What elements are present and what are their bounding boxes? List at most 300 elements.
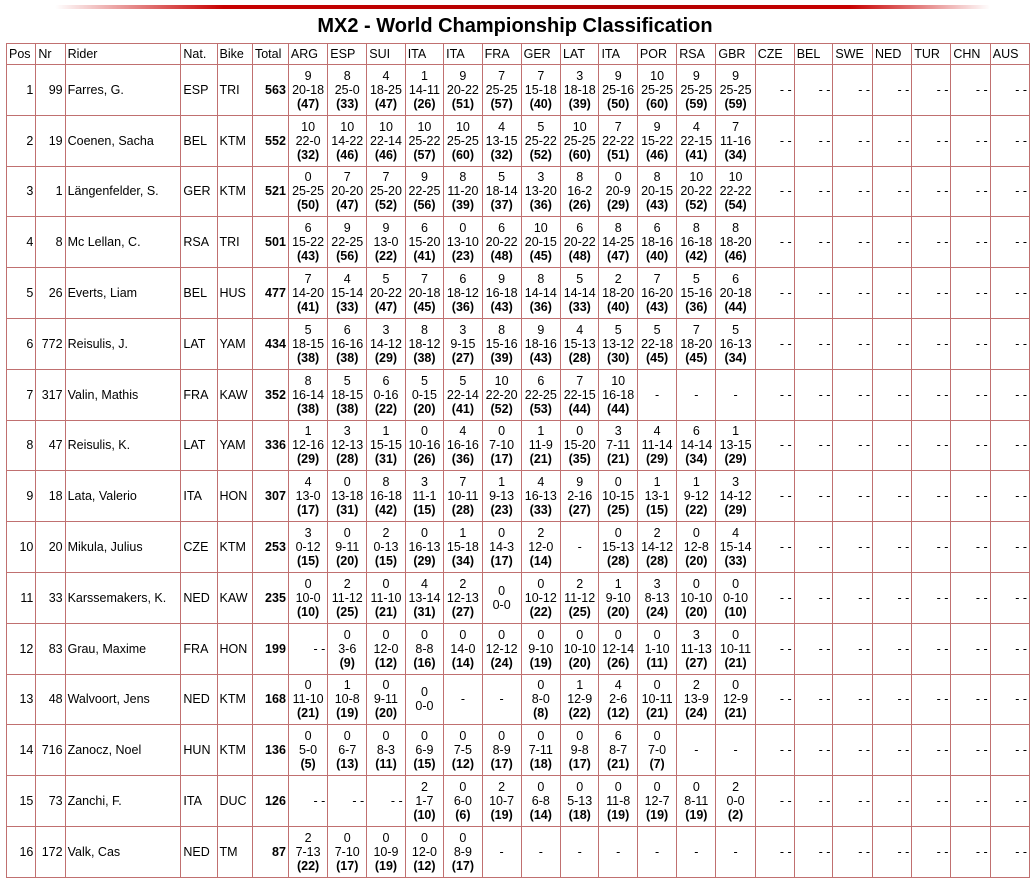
rider-name[interactable]: Reisulis, K. (65, 420, 181, 471)
heat-scores: 18-20 (719, 235, 752, 250)
rider-name[interactable]: Grau, Maxime (65, 623, 181, 674)
race-result-empty: - - (833, 420, 873, 471)
heat-scores: 25-16 (602, 82, 635, 97)
col-header-race[interactable]: TUR (912, 44, 951, 65)
gp-bonus: 0 (304, 170, 312, 185)
rider-nationality: FRA (181, 623, 217, 674)
gp-points: (44) (724, 300, 747, 315)
col-header-race[interactable]: SUI (367, 44, 405, 65)
gp-bonus: 0 (498, 729, 506, 744)
gp-points: (19) (607, 808, 630, 823)
col-header-race[interactable]: NED (873, 44, 912, 65)
col-header-rider[interactable]: Rider (65, 44, 181, 65)
heat-scores: 13-9 (683, 692, 709, 707)
race-result-empty: - - (951, 623, 990, 674)
gp-bonus: 3 (304, 526, 312, 541)
race-result-cell (560, 420, 598, 471)
rider-number: 317 (36, 369, 65, 420)
heat-scores: 18-14 (485, 184, 518, 199)
gp-points: (19) (336, 706, 359, 721)
gp-points: (10) (413, 808, 436, 823)
rider-nationality: RSA (181, 217, 217, 268)
col-header-race[interactable]: ITA (599, 44, 637, 65)
race-result-cell (716, 522, 755, 573)
gp-bonus: 0 (498, 627, 506, 642)
rider-nationality: NED (181, 674, 217, 725)
race-result-cell (482, 115, 521, 166)
heat-scores: 13-1 (644, 489, 670, 504)
heat-scores: 16-13 (524, 489, 557, 504)
heat-scores: 9-12 (683, 489, 709, 504)
col-header-nat[interactable]: Nat. (181, 44, 217, 65)
rider-nationality: GER (181, 166, 217, 217)
race-result-empty: - - (951, 572, 990, 623)
gp-bonus: 10 (379, 119, 393, 134)
gp-points: (18) (568, 808, 591, 823)
race-result-cell (328, 65, 367, 116)
heat-scores: 14-25 (602, 235, 635, 250)
gp-points: (26) (413, 96, 436, 111)
gp-points: (20) (374, 706, 398, 721)
race-result-empty: - - (951, 776, 990, 827)
gp-bonus: 8 (459, 170, 467, 185)
race-result-empty: - - (288, 623, 327, 674)
race-result-cell (560, 217, 598, 268)
heat-scores: 10-7 (489, 794, 515, 809)
heat-scores: 0-0 (726, 794, 745, 809)
race-result-empty: - - (951, 522, 990, 573)
heat-scores: 15-18 (524, 82, 557, 97)
gp-bonus: 0 (498, 526, 506, 541)
gp-points: (28) (568, 350, 591, 365)
race-result-empty: - - (990, 776, 1029, 827)
gp-bonus: 1 (459, 526, 467, 541)
col-header-race[interactable]: POR (637, 44, 676, 65)
race-result-empty: - - (951, 268, 990, 319)
heat-scores: 12-0 (373, 641, 399, 656)
rider-bike: KAW (217, 369, 252, 420)
rider-nationality: ESP (181, 65, 217, 116)
race-result-empty: - - (951, 115, 990, 166)
gp-bonus: 10 (494, 373, 509, 388)
gp-points: (34) (724, 147, 747, 162)
race-result-cell (716, 572, 755, 623)
rider-name[interactable]: Karssemakers, K. (65, 572, 181, 623)
race-result-cell (560, 369, 598, 420)
gp-points: (30) (607, 350, 630, 365)
gp-points: (46) (724, 249, 747, 264)
heat-scores: 10-15 (602, 489, 635, 504)
heat-scores: 8-3 (376, 743, 395, 758)
gp-points: (50) (296, 198, 320, 213)
race-result-cell (716, 420, 755, 471)
col-header-race[interactable]: ITA (405, 44, 443, 65)
race-result-cell (716, 674, 755, 725)
table-row (7, 369, 1030, 420)
gp-points: (51) (607, 147, 630, 162)
col-header-pos[interactable]: Pos (7, 44, 36, 65)
gp-bonus: 7 (653, 272, 661, 287)
gp-bonus: 0 (459, 221, 467, 236)
race-result-empty: - - (912, 217, 951, 268)
race-result-cell (405, 65, 443, 116)
race-result-empty: - - (990, 369, 1029, 420)
heat-scores: 15-15 (369, 438, 402, 453)
race-result-empty: - - (833, 471, 873, 522)
gp-bonus: 10 (417, 119, 432, 134)
rider-position: 5 (7, 268, 36, 319)
heat-scores: 12-16 (292, 438, 325, 453)
race-result-empty: - - (873, 674, 912, 725)
gp-bonus: 10 (650, 68, 665, 83)
race-result-cell (288, 217, 327, 268)
gp-points: (22) (296, 858, 320, 873)
race-result-cell (444, 725, 482, 776)
gp-points: (41) (413, 249, 436, 264)
heat-scores: 15-20 (563, 438, 596, 453)
race-result-empty: - - (951, 471, 990, 522)
gp-bonus: 2 (498, 780, 506, 795)
gp-bonus: 0 (576, 627, 584, 642)
rider-total-points: 552 (252, 115, 288, 166)
col-header-total[interactable]: Total (252, 44, 288, 65)
rider-position: 9 (7, 471, 36, 522)
gp-points: (14) (529, 554, 552, 569)
rider-name[interactable]: Coenen, Sacha (65, 115, 181, 166)
race-result-empty: - - (912, 522, 951, 573)
heat-scores: 20-18 (719, 286, 752, 301)
race-result-cell (405, 623, 443, 674)
gp-bonus: 9 (653, 119, 661, 134)
heat-scores: 6-9 (415, 743, 434, 758)
race-result-cell (367, 674, 405, 725)
gp-bonus: 8 (537, 272, 545, 287)
race-result-cell (599, 166, 637, 217)
rider-name[interactable]: Reisulis, J. (65, 318, 181, 369)
red-brush-stroke (55, 5, 990, 9)
col-header-race[interactable]: SWE (833, 44, 873, 65)
race-result-cell (521, 623, 560, 674)
race-result-cell (482, 471, 521, 522)
race-result-cell (405, 115, 443, 166)
rider-bike: YAM (217, 420, 252, 471)
rider-name[interactable]: Zanocz, Noel (65, 725, 181, 776)
heat-scores: 12-13 (446, 590, 479, 605)
heat-scores: 22-14 (369, 133, 402, 148)
heat-scores: 20-22 (446, 82, 479, 97)
rider-name[interactable]: Valk, Cas (65, 826, 181, 877)
race-result-empty: - - (873, 471, 912, 522)
race-result-empty: - - (951, 725, 990, 776)
heat-scores: 11-16 (720, 133, 752, 148)
rider-name[interactable]: Lata, Valerio (65, 471, 181, 522)
race-result-empty: - - (367, 776, 405, 827)
race-result-empty: - - (912, 166, 951, 217)
rider-name[interactable]: Farres, G. (65, 65, 181, 116)
race-result-cell (637, 115, 676, 166)
gp-points: (6) (455, 808, 471, 823)
race-result-empty: - - (833, 725, 873, 776)
gp-points: (28) (645, 554, 669, 569)
gp-bonus: 4 (420, 576, 428, 591)
gp-bonus: 1 (420, 68, 428, 83)
rider-number: 716 (36, 725, 65, 776)
gp-bonus: 0 (420, 729, 428, 744)
race-result-empty: - (444, 674, 482, 725)
race-result-cell (288, 826, 327, 877)
gp-bonus: 5 (459, 373, 467, 388)
race-result-empty: - - (833, 65, 873, 116)
gp-bonus: 3 (537, 170, 545, 185)
race-result-cell (288, 725, 327, 776)
gp-bonus: 4 (614, 678, 622, 693)
race-result-cell (521, 572, 560, 623)
race-result-empty: - - (912, 674, 951, 725)
race-result-cell (367, 166, 405, 217)
rider-bike: TM (217, 826, 252, 877)
heat-scores: 22-20 (485, 387, 518, 402)
heat-scores: 25-25 (563, 133, 596, 148)
race-result-cell (637, 268, 676, 319)
race-result-cell (328, 420, 367, 471)
gp-points: (46) (645, 147, 669, 162)
heat-scores: 14-14 (524, 286, 557, 301)
gp-points: (60) (451, 147, 475, 162)
gp-points: (21) (724, 706, 747, 721)
gp-bonus: 0 (420, 685, 428, 700)
gp-points: (24) (685, 706, 708, 721)
table-row (7, 471, 1030, 522)
gp-bonus: 8 (343, 68, 351, 83)
gp-bonus: 4 (653, 424, 661, 439)
gp-bonus: 0 (732, 678, 740, 693)
gp-points: (51) (451, 96, 475, 111)
race-result-cell (288, 268, 327, 319)
race-result-cell (288, 115, 327, 166)
race-result-cell (677, 420, 716, 471)
heat-scores: 16-13 (408, 540, 441, 555)
race-result-cell (677, 572, 716, 623)
rider-name[interactable]: Valin, Mathis (65, 369, 181, 420)
gp-bonus: 0 (343, 627, 351, 642)
gp-bonus: 5 (304, 322, 312, 337)
race-result-cell (677, 166, 716, 217)
rider-total-points: 136 (252, 725, 288, 776)
race-result-cell (482, 522, 521, 573)
gp-points: (27) (451, 350, 475, 365)
gp-points: (31) (336, 503, 359, 518)
race-result-cell (405, 268, 443, 319)
race-result-cell (637, 572, 676, 623)
gp-bonus: 8 (732, 221, 740, 236)
race-result-empty: - - (951, 217, 990, 268)
race-result-cell (521, 522, 560, 573)
col-header-race[interactable]: BEL (794, 44, 833, 65)
gp-bonus: 6 (304, 221, 312, 236)
race-result-empty: - - (873, 65, 912, 116)
gp-bonus: 0 (343, 475, 351, 490)
col-header-race[interactable]: ITA (444, 44, 482, 65)
rider-nationality: LAT (181, 420, 217, 471)
gp-points: (31) (413, 604, 436, 619)
gp-points: (33) (724, 554, 747, 569)
heat-scores: 14-20 (292, 286, 325, 301)
race-result-empty: - - (833, 166, 873, 217)
col-header-race[interactable]: GBR (716, 44, 755, 65)
race-result-cell (367, 623, 405, 674)
heat-scores: 16-20 (641, 286, 674, 301)
race-result-cell (560, 318, 598, 369)
gp-bonus: 9 (459, 68, 467, 83)
race-result-cell (405, 522, 443, 573)
gp-bonus: 5 (732, 322, 740, 337)
heat-scores: 0-12 (295, 540, 321, 555)
race-result-empty: - - (990, 217, 1029, 268)
gp-points: (47) (374, 300, 398, 315)
gp-points: (15) (645, 503, 669, 518)
rider-number: 33 (36, 572, 65, 623)
gp-points: (15) (296, 554, 320, 569)
gp-bonus: 7 (576, 373, 584, 388)
heat-scores: 22-25 (408, 184, 441, 199)
heat-scores: 1-10 (644, 641, 670, 656)
rider-name[interactable]: Everts, Liam (65, 268, 181, 319)
race-result-cell (521, 420, 560, 471)
gp-bonus: 7 (382, 170, 390, 185)
rider-name[interactable]: Mikula, Julius (65, 522, 181, 573)
race-result-cell (328, 166, 367, 217)
col-header-race[interactable]: LAT (560, 44, 598, 65)
gp-points: (33) (529, 503, 552, 518)
gp-bonus: 7 (732, 119, 740, 134)
col-header-race[interactable]: RSA (677, 44, 716, 65)
gp-bonus: 5 (420, 373, 428, 388)
heat-scores: 2-6 (609, 692, 628, 707)
race-result-cell (367, 268, 405, 319)
gp-points: (17) (451, 858, 475, 873)
col-header-race[interactable]: AUS (990, 44, 1029, 65)
gp-points: (23) (451, 249, 475, 264)
gp-bonus: 3 (732, 475, 740, 490)
col-header-bike[interactable]: Bike (217, 44, 252, 65)
gp-points: (21) (724, 655, 747, 670)
gp-points: (44) (607, 401, 630, 416)
heat-scores: 11-8 (606, 794, 631, 809)
gp-bonus: 1 (498, 475, 506, 490)
race-result-empty: - - (873, 369, 912, 420)
heat-scores: 9-11 (335, 540, 360, 555)
race-result-empty: - (482, 674, 521, 725)
gp-bonus: 10 (455, 119, 470, 134)
gp-bonus: 0 (420, 424, 428, 439)
race-result-empty: - - (873, 420, 912, 471)
gp-points: (34) (685, 452, 708, 467)
heat-scores: 16-18 (680, 235, 713, 250)
gp-bonus: 1 (732, 424, 740, 439)
heat-scores: 12-9 (723, 692, 749, 707)
heat-scores: 18-12 (446, 286, 479, 301)
race-result-empty: - - (755, 369, 794, 420)
race-result-cell (405, 369, 443, 420)
heat-scores: 9-10 (528, 641, 554, 656)
race-result-cell (288, 674, 327, 725)
gp-bonus: 9 (692, 68, 700, 83)
race-result-cell (328, 471, 367, 522)
gp-bonus: 0 (343, 830, 351, 845)
race-result-empty: - (560, 522, 598, 573)
gp-points: (52) (490, 401, 513, 416)
col-header-nr[interactable]: Nr (36, 44, 65, 65)
gp-points: (47) (296, 96, 320, 111)
col-header-race[interactable]: ESP (328, 44, 367, 65)
col-header-race[interactable]: CZE (755, 44, 794, 65)
heat-scores: 18-12 (408, 336, 441, 351)
gp-bonus: 6 (614, 729, 622, 744)
gp-points: (20) (685, 604, 708, 619)
rider-bike: TRI (217, 217, 252, 268)
gp-bonus: 1 (576, 678, 584, 693)
gp-bonus: 2 (420, 780, 428, 795)
rider-bike: TRI (217, 65, 252, 116)
race-result-cell (560, 166, 598, 217)
heat-scores: 6-0 (453, 794, 472, 809)
rider-position: 11 (7, 572, 36, 623)
rider-name[interactable]: Längenfelder, S. (65, 166, 181, 217)
gp-points: (14) (529, 808, 552, 823)
gp-points: (22) (529, 604, 552, 619)
race-result-empty: - - (951, 826, 990, 877)
gp-bonus: 0 (382, 729, 390, 744)
heat-scores: 12-7 (644, 794, 670, 809)
heat-scores: 0-10 (723, 590, 749, 605)
gp-points: (20) (568, 655, 591, 670)
heat-scores: 14-12 (719, 489, 752, 504)
gp-points: (19) (490, 808, 513, 823)
race-result-empty: - - (794, 471, 833, 522)
rider-number: 772 (36, 318, 65, 369)
race-result-empty: - - (990, 725, 1029, 776)
gp-points: (33) (568, 300, 591, 315)
col-header-race[interactable]: GER (521, 44, 560, 65)
gp-bonus: 7 (498, 68, 506, 83)
gp-points: (12) (374, 655, 398, 670)
race-result-cell (444, 65, 482, 116)
gp-points: (29) (296, 452, 320, 467)
heat-scores: 20-18 (292, 82, 325, 97)
heat-scores: 0-15 (411, 387, 437, 402)
gp-bonus: 0 (692, 780, 700, 795)
rider-position: 3 (7, 166, 36, 217)
gp-points: (47) (607, 249, 630, 264)
race-result-empty: - - (755, 572, 794, 623)
rider-total-points: 501 (252, 217, 288, 268)
heat-scores: 20-15 (641, 184, 674, 199)
race-result-empty: - - (794, 776, 833, 827)
heat-scores: 18-25 (369, 82, 402, 97)
col-header-race[interactable]: CHN (951, 44, 990, 65)
heat-scores: 11-20 (447, 184, 479, 199)
rider-name[interactable]: Zanchi, F. (65, 776, 181, 827)
col-header-race[interactable]: ARG (288, 44, 327, 65)
race-result-empty: - (716, 369, 755, 420)
gp-points: (32) (490, 147, 513, 162)
rider-name[interactable]: Walvoort, Jens (65, 674, 181, 725)
gp-bonus: 0 (343, 526, 351, 541)
rider-number: 47 (36, 420, 65, 471)
heat-scores: 14-11 (408, 82, 440, 97)
col-header-race[interactable]: FRA (482, 44, 521, 65)
rider-name[interactable]: Mc Lellan, C. (65, 217, 181, 268)
